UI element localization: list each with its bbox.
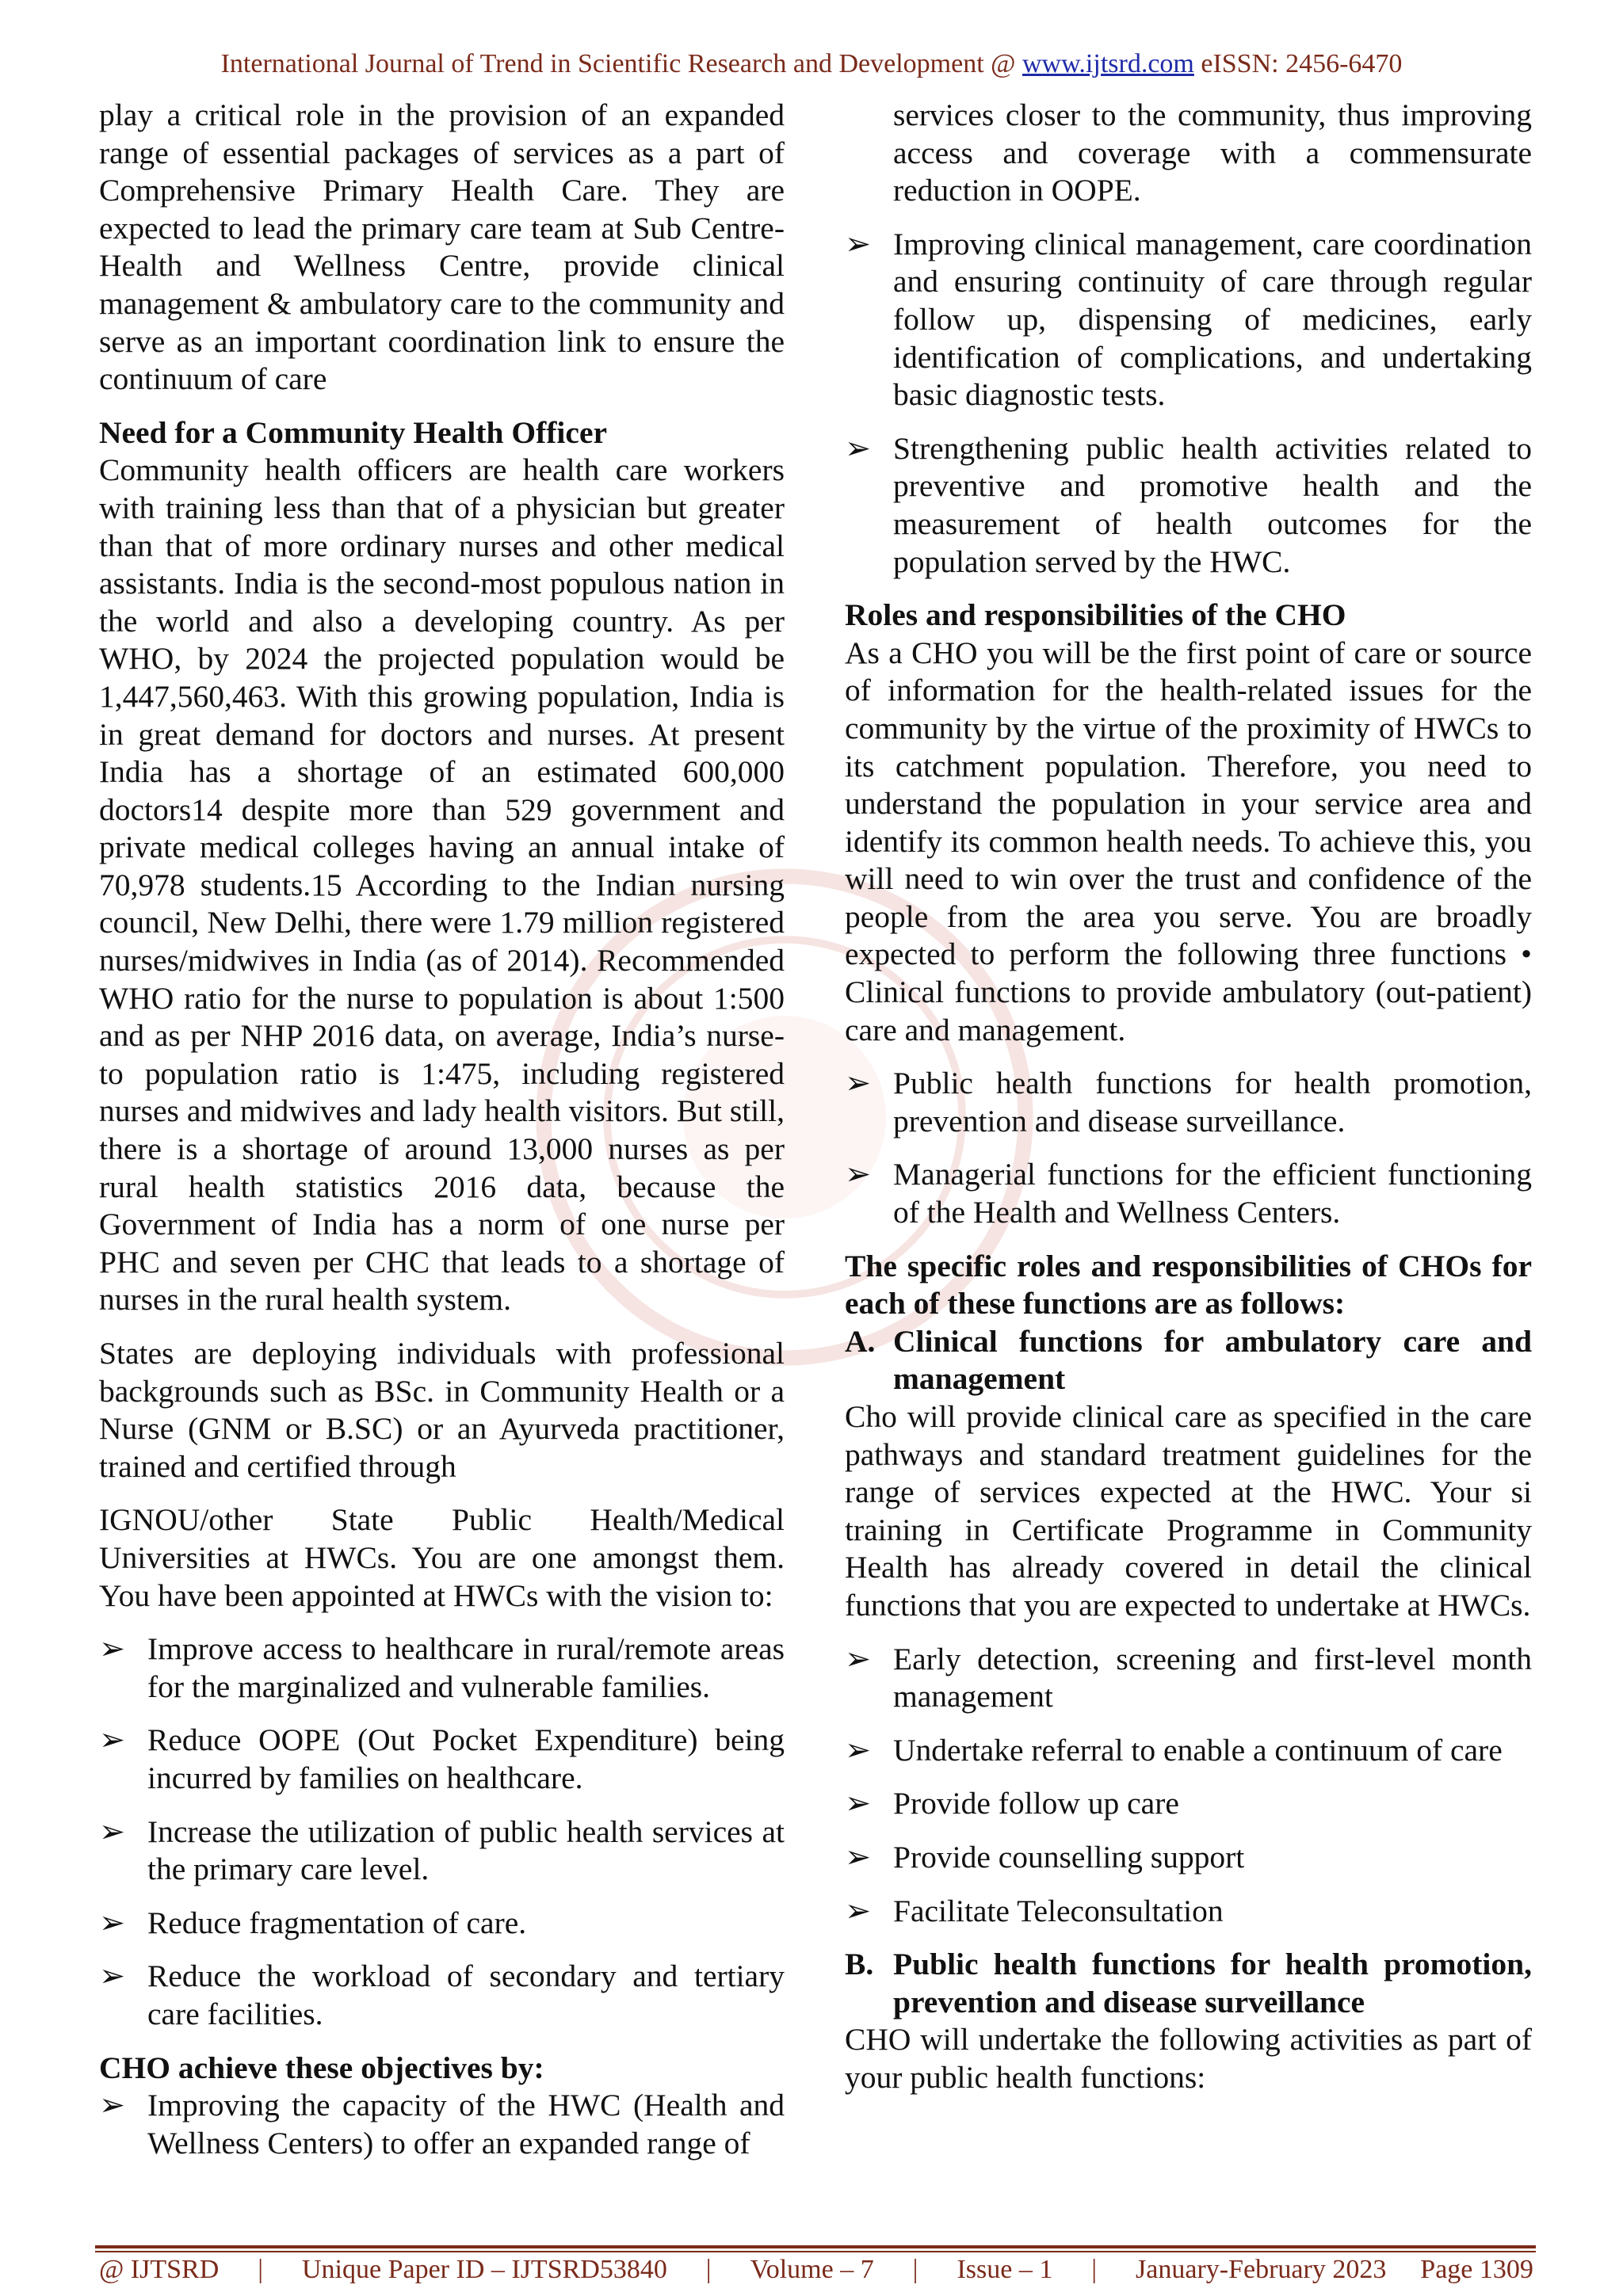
roles-paragraph: As a CHO you will be the first point of care or source of information for the health-related issues for the community by the virtue of the proximity of HWCs to its catchment population. Therefore, you need to understand the population in your service area and identify its common health needs. To achieve this, you will need to win over the trust and confidence of the people from the area you serve. You are broadly expected to perform the following three functions • Clinical functions to provide ambulatory (out-patient) care and management. bbox=[845, 635, 1532, 1047]
list-item: ➢ Reduce fragmentation of care. bbox=[99, 1905, 785, 1943]
arrow-bullet-icon: ➢ bbox=[99, 2088, 126, 2123]
arrow-bullet-icon: ➢ bbox=[845, 1893, 872, 1928]
journal-name: International Journal of Trend in Scientific Research and Development @ bbox=[220, 49, 1022, 78]
issn: eISSN: 2456-6470 bbox=[1193, 49, 1403, 78]
vision-list bbox=[99, 1630, 785, 2033]
footer-rule-thin bbox=[95, 2251, 1536, 2252]
running-header bbox=[0, 49, 1623, 79]
list-item: ➢ Reduce OOPE (Out Pocket Expenditure) being incurred by families on healthcare. bbox=[99, 1722, 785, 1795]
heading-roles: Roles and responsibilities of the CHO bbox=[845, 597, 1346, 633]
list-item: ➢ Improving the capacity of the HWC (Health and Wellness Centers) to offer an expanded range of bbox=[99, 2088, 785, 2161]
achieve-continuation: services closer to the community, thus improving access and coverage with a commensurate reduction in OOPE. bbox=[893, 97, 1532, 208]
section-a-heading: A. Clinical functions for ambulatory care and management bbox=[845, 1323, 1532, 1397]
footer-date: January-February 2023 bbox=[1136, 2255, 1387, 2284]
arrow-bullet-icon: ➢ bbox=[845, 430, 872, 466]
footer-volume: Volume – 7 bbox=[750, 2255, 874, 2284]
section-b-heading: B. Public health functions for health promotion, prevention and disease surveillance bbox=[845, 1947, 1532, 2019]
intro-paragraph: play a critical role in the provision of an expanded range of essential packages of services as a part of Comprehensive Primary Health Care. They are expected to lead the primary care team at Sub Centre-Health and Wellness Centre, provide clinical management & ambulatory care to the community and serve as an important coordination link to ensure the continuum of care bbox=[99, 97, 785, 397]
achieve-list bbox=[845, 226, 1532, 581]
running-footer: @ IJTSRD | Unique Paper ID – IJTSRD53840 | Volume – 7 | Issue – 1 | January-February 2023 Page 1309 bbox=[99, 2255, 1533, 2284]
ignou-paragraph: IGNOU/other State Public Health/Medical Universities at HWCs. You are one amongst them. You have been appointed at HWCs with the vision to: bbox=[99, 1502, 785, 1613]
arrow-bullet-icon: ➢ bbox=[99, 1958, 126, 1994]
section-a-paragraph: Cho will provide clinical care as specified in the care pathways and standard treatment guidelines for the range of services expected at the HWC. Your si training in Certificate Programme in Community Health has already covered in detail the clinical functions that you are expected to undertake at HWCs. bbox=[845, 1399, 1532, 1623]
functions-list bbox=[845, 1065, 1532, 1231]
list-item: ➢ Reduce the workload of secondary and tertiary care facilities. bbox=[99, 1958, 785, 2031]
arrow-bullet-icon: ➢ bbox=[99, 1814, 126, 1849]
states-paragraph: States are deploying individuals with professional backgrounds such as BSc. in Community Health or a Nurse (GNM or B.SC) or an Ayurveda practitioner, trained and certified through bbox=[99, 1336, 785, 1484]
arrow-bullet-icon: ➢ bbox=[845, 1157, 872, 1192]
section-b-paragraph: CHO will undertake the following activities as part of your public health functions: bbox=[845, 2022, 1532, 2095]
heading-specific: The specific roles and responsibilities of CHOs for each of these functions are as follows: bbox=[845, 1248, 1532, 1322]
list-item: ➢ Managerial functions for the efficient functioning of the Health and Wellness Centers. bbox=[845, 1157, 1532, 1230]
left-column bbox=[99, 97, 785, 2162]
arrow-bullet-icon: ➢ bbox=[845, 1786, 872, 1821]
arrow-bullet-icon: ➢ bbox=[845, 226, 872, 261]
list-item: ➢ Improve access to healthcare in rural/remote areas for the marginalized and vulnerable families. bbox=[99, 1631, 785, 1704]
heading-achieve: CHO achieve these objectives by: bbox=[99, 2050, 544, 2085]
need-paragraph: Community health officers are health care workers with training less than that of a physician but greater than that of more ordinary nurses and other medical assistants. India is the second-most populous nation in the world and also a developing country. As per WHO, by 2024 the projected population would be 1,447,560,463. With this growing population, India is in great demand for doctors and nurses. At present India has a shortage of an estimated 600,000 doctors14 despite more than 529 government and private medical colleges having an annual intake of 70,978 students.15 According to the Indian nursing council, New Delhi, there were 1.79 million registered nurses/midwives in India (as of 2014). Recommended WHO ratio for the nurse to population is about 1:500 and as per NHP 2016 data, on average, India’s nurse-to population ratio is 1:475, including registered nurses and midwives and lady health visitors. But still, there is a shortage of around 13,000 nurses as per rural health statistics 2016 data, because the Government of India has a norm of one nurse per PHC and seven per CHC that leads to a shortage of nurses in the rural health system. bbox=[99, 452, 785, 1318]
list-item: ➢ Undertake referral to enable a continuum of care bbox=[845, 1732, 1532, 1770]
list-item: ➢ Facilitate Teleconsultation bbox=[845, 1893, 1532, 1931]
list-item: ➢ Provide follow up care bbox=[845, 1785, 1532, 1823]
journal-url-link[interactable]: www.ijtsrd.com bbox=[1022, 49, 1194, 78]
arrow-bullet-icon: ➢ bbox=[99, 1631, 126, 1667]
list-item: ➢ Early detection, screening and first-level month management bbox=[845, 1641, 1532, 1714]
footer-issue: Issue – 1 bbox=[957, 2255, 1053, 2284]
list-item: ➢ Provide counselling support bbox=[845, 1839, 1532, 1877]
heading-need: Need for a Community Health Officer bbox=[99, 414, 608, 450]
arrow-bullet-icon: ➢ bbox=[845, 1839, 872, 1875]
arrow-bullet-icon: ➢ bbox=[99, 1722, 126, 1758]
arrow-bullet-icon: ➢ bbox=[99, 1905, 126, 1940]
arrow-bullet-icon: ➢ bbox=[845, 1732, 872, 1768]
footer-paper-id: Unique Paper ID – IJTSRD53840 bbox=[302, 2255, 667, 2284]
arrow-bullet-icon: ➢ bbox=[845, 1641, 872, 1676]
clinical-list bbox=[845, 1641, 1532, 1931]
arrow-bullet-icon: ➢ bbox=[845, 1066, 872, 1101]
list-item: ➢ Increase the utilization of public health services at the primary care level. bbox=[99, 1814, 785, 1887]
footer-rule bbox=[95, 2245, 1536, 2248]
list-item: ➢ Improving clinical management, care coordination and ensuring continuity of care through regular follow up, dispensing of medicines, early identification of complications, and undertaking basic diagnostic tests. bbox=[845, 226, 1532, 413]
footer-journal: @ IJTSRD bbox=[99, 2255, 220, 2284]
right-column bbox=[845, 97, 1532, 2097]
footer-page: Page 1309 bbox=[1420, 2255, 1533, 2284]
achieve-list-start bbox=[99, 2087, 785, 2162]
list-item: ➢ Strengthening public health activities related to preventive and promotive health and the measurement of health outcomes for the population served by the HWC. bbox=[845, 430, 1532, 579]
list-item: ➢ Public health functions for health promotion, prevention and disease surveillance. bbox=[845, 1066, 1532, 1138]
